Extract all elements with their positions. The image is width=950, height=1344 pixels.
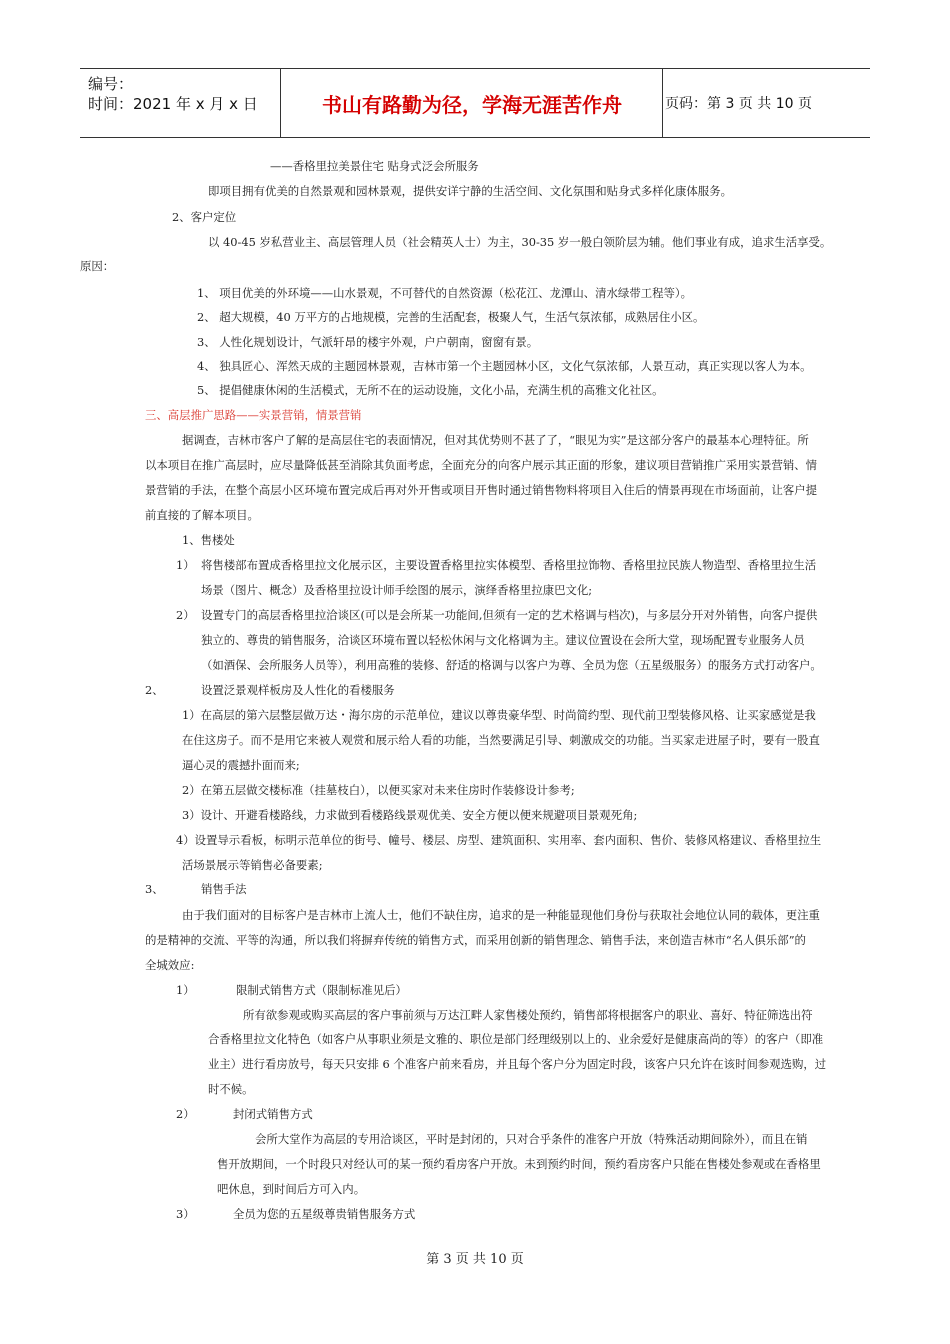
section-heading: 销售手法 — [201, 882, 247, 896]
text-line: 活场景展示等销售必备要素; — [182, 858, 323, 872]
text-line: 所有欲参观或购买高层的客户事前须与万达江畔人家售楼处预约，销售部将根据客户的职业、喜好、特征筛选出符 — [243, 1008, 813, 1022]
list-item: 4、 独具匠心、浑然天成的主题园林景观，吉林市第一个主题园林小区，文化气氛浓郁，人景互动，真正实现以客人为本。 — [197, 359, 812, 373]
text-line: 逼心灵的震撼扑面而来; — [182, 758, 300, 772]
text-line: 景营销的手法，在整个高层小区环境布置完成后再对外开售或项目开售时通过销售物料将项目入住后的情景再现在市场面前，让客户提 — [145, 483, 818, 497]
header-divider-left — [280, 69, 281, 137]
text-line: 据调查，吉林市客户了解的是高层住宅的表面情况，但对其优势则不甚了了，“眼见为实”是这部分客户的最基本心理特征。所 — [182, 433, 809, 447]
text-line: 以 40-45 岁私营业主、高层管理人员（社会精英人士）为主，30-35 岁一般白领阶层为辅。他们事业有成，追求生活享受。 — [208, 235, 832, 249]
section-heading-red: 三、高层推广思路——实景营销，情景营销 — [145, 408, 362, 422]
text-line: 3）设计、开避看楼路线，力求做到看楼路线景观优美、安全方便以便来规避项目景观死角; — [182, 808, 638, 822]
list-marker: 2、 — [145, 683, 164, 697]
list-item: 5、 提倡健康休闲的生活模式，无所不在的运动设施，文化小品，充满生机的高雅文化社区。 — [197, 383, 664, 397]
header-motto: 书山有路勤为径，学海无涯苦作舟 — [322, 93, 622, 117]
list-marker: 1） — [176, 983, 195, 997]
section-heading: 2、客户定位 — [172, 210, 237, 224]
list-marker: 1） — [176, 558, 195, 572]
section-heading: 封闭式销售方式 — [233, 1107, 313, 1121]
text-line: 在住这房子。而不是用它来被人观赏和展示给人看的功能，当然要满足引导、刺激成交的功能。当买家走进屋子时，要有一股直 — [182, 733, 820, 747]
text-line: 设置专门的高层香格里拉洽谈区(可以是会所某一功能间,但须有一定的艺术格调与档次)，与多层分开对外销售，向客户提供 — [201, 608, 818, 622]
document-header — [80, 68, 870, 138]
document-date-label: 时间：2021 年 x 月 x 日 — [88, 95, 258, 113]
text-line: （如酒保、会所服务人员等），利用高雅的装修、舒适的格调与以客户为尊、全员为您（五星级服务）的服务方式打动客户。 — [201, 658, 822, 672]
text-line: 独立的、尊贵的销售服务，洽谈区环境布置以轻松休闲与文化格调为主。建议位置设在会所大堂，现场配置专业服务人员 — [201, 633, 805, 647]
text-line: 全城效应: — [145, 958, 195, 972]
text-line: 1）在高层的第六层整层做万达・海尔房的示范单位，建议以尊贵豪华型、时尚简约型、现代前卫型装修风格、让买家感觉是我 — [182, 708, 816, 722]
header-page-info: 页码：第 3 页 共 10 页 — [665, 96, 812, 112]
list-item: 3、 人性化规划设计，气派轩昂的楼宇外观，户户朝南，窗窗有景。 — [197, 335, 539, 349]
text-line: 原因： — [80, 259, 115, 273]
page-footer: 第 3 页 共 10 页 — [426, 1252, 524, 1267]
text-line: 合香格里拉文化特色（如客户从事职业须是文雅的、职位是部门经理级别以上的、业余爱好是健康高尚的等）的客户（即准 — [208, 1032, 824, 1046]
text-line: 会所大堂作为高层的专用洽谈区，平时是封闭的，只对合乎条件的准客户开放（特殊活动期间除外），而且在销 — [255, 1132, 808, 1146]
text-line: 由于我们面对的目标客户是吉林市上流人士，他们不缺住房，追求的是一种能显现他们身份与获取社会地位认同的载体，更注重 — [182, 908, 820, 922]
list-marker: 3、 — [145, 882, 164, 896]
section-heading: 限制式销售方式（限制标准见后） — [236, 983, 407, 997]
section-heading: 1、售楼处 — [182, 533, 235, 547]
section-heading: 设置泛景观样板房及人性化的看楼服务 — [201, 683, 395, 697]
list-marker: 2） — [176, 1107, 195, 1121]
text-line: 2）在第五层做交楼标准（挂墓枝白），以便买家对未来住房时作装修设计参考; — [182, 783, 575, 797]
text-line: 时不候。 — [208, 1082, 254, 1096]
list-marker: 2） — [176, 608, 195, 622]
text-line: 售开放期间，一个时段只对经认可的某一预约看房客户开放。未到预约时间，预约看房客户只能在售楼处参观或在香格里 — [217, 1157, 821, 1171]
text-line: 以本项目在推广高层时，应尽量降低甚至消除其负面考虑，全面充分的向客户展示其正面的形象，建议项目营销推广采用实景营销、情 — [145, 458, 818, 472]
list-item: 2、 超大规模，40 万平方的占地规模，完善的生活配套，极聚人气，生活气氛浓郁，成熟居住小区。 — [197, 310, 705, 324]
text-line: 场景（图片、概念）及香格里拉设计师手绘图的展示，演绎香格里拉康巴文化; — [201, 583, 593, 597]
text-line: 的是精神的交流、平等的沟通，所以我们将摒弃传统的销售方式，而采用创新的销售理念、销售手法，来创造吉林市“名人俱乐部”的 — [145, 933, 806, 947]
section-heading: 全员为您的五星级尊贵销售服务方式 — [233, 1207, 416, 1221]
text-line: 即项目拥有优美的自然景观和园林景观，提供安详宁静的生活空间、文化氛围和贴身式多样化康体服务。 — [208, 184, 732, 198]
header-divider-right — [662, 69, 663, 137]
text-line: ——香格里拉美景住宅 贴身式泛会所服务 — [270, 159, 479, 173]
text-line: 4）设置导示看板，标明示范单位的街号、幢号、楼层、房型、建筑面积、实用率、套内面积、售价、装修风格建议、香格里拉生 — [176, 833, 822, 847]
text-line: 业主）进行看房放号，每天只安排 6 个准客户前来看房，并且每个客户分为固定时段，该客户只允许在该时间参观选购，过 — [208, 1057, 827, 1071]
text-line: 吧休息，到时间后方可入内。 — [217, 1182, 366, 1196]
text-line: 前直接的了解本项目。 — [145, 508, 259, 522]
list-item: 1、 项目优美的外环境——山水景观，不可替代的自然资源（松花江、龙潭山、清水绿带工程等）。 — [197, 286, 692, 300]
list-marker: 3） — [176, 1207, 195, 1221]
document-number-label: 编号： — [88, 75, 134, 93]
text-line: 将售楼部布置成香格里拉文化展示区，主要设置香格里拉实体模型、香格里拉饰物、香格里拉民族人物造型、香格里拉生活 — [201, 558, 817, 572]
